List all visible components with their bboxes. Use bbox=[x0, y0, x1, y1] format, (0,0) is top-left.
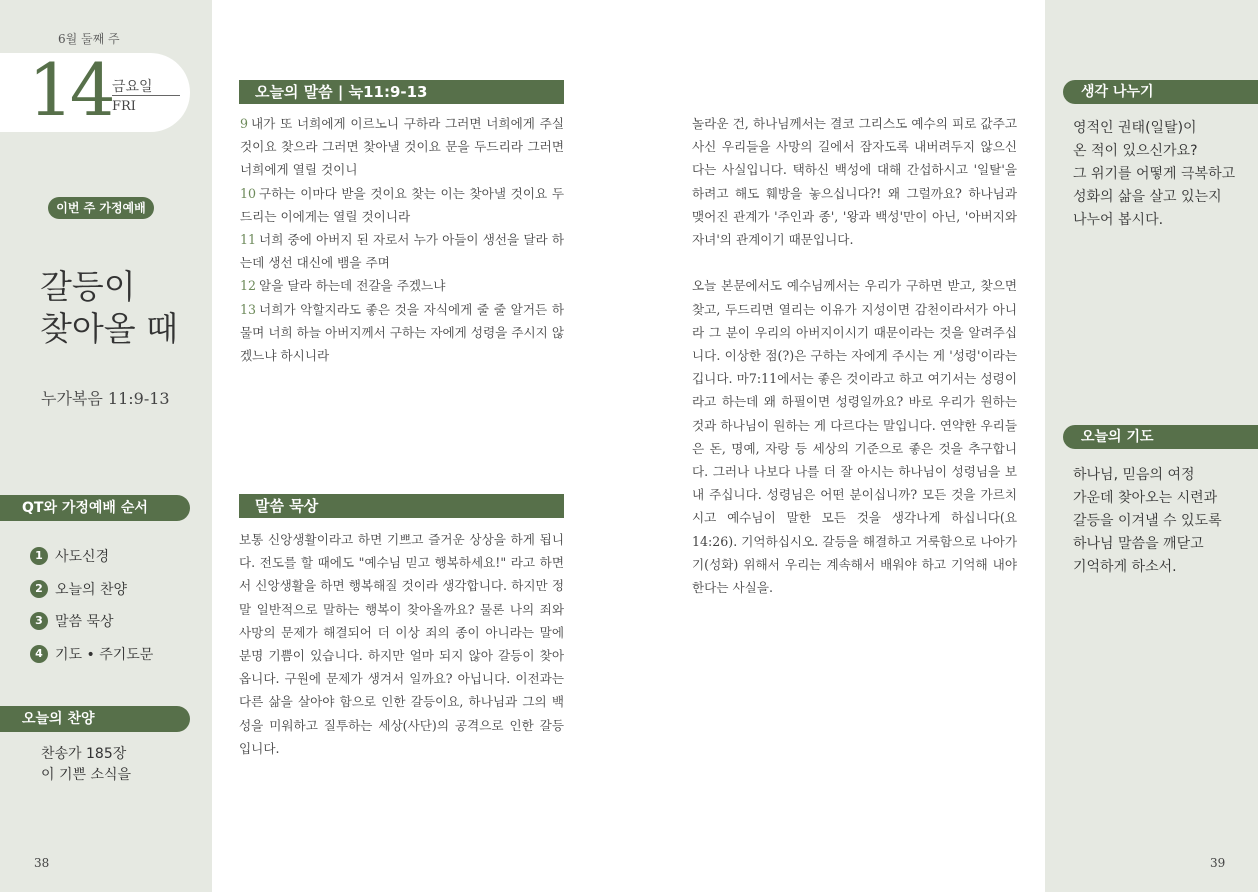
verse-12 bbox=[240, 278, 445, 293]
meditation-paragraph-1: 놀라운 건, 하나님께서는 결코 그리스도 예수의 피로 값주고 사신 우리들을 사망의 길에서 잠자도록 내버려두지 않으신다는 사실입니다. 택하신 백성에 대해 간섭하시고 '일탈'을 하려고 해도 훼방을 놓으십니다?! 왜 그럴까요? 하나님과 맺어진 관계가 '주인과 종', '왕과 백성'만이 아닌, '아버지와 자녀'의 관계이기 때문입니다. bbox=[692, 116, 1017, 248]
verse-number: 12 bbox=[240, 278, 257, 294]
todays-prayer-text bbox=[1073, 464, 1222, 579]
verse-number: 13 bbox=[240, 301, 257, 317]
prayer-line: 하나님 말씀을 깨닫고 bbox=[1073, 536, 1204, 552]
todays-prayer-title: 오늘의 기도 bbox=[1063, 425, 1258, 449]
prayer-line: 하나님, 믿음의 여정 bbox=[1073, 467, 1195, 483]
think-line: 그 위기를 어떻게 극복하고 bbox=[1073, 166, 1236, 182]
meditation-continued bbox=[692, 112, 1017, 622]
sharing-thoughts-title: 생각 나누기 bbox=[1063, 80, 1258, 104]
scripture-verses bbox=[240, 112, 564, 367]
passage-reference: 누가복음 11:9-13 bbox=[41, 389, 170, 408]
verse-text: 알을 달라 하는데 전갈을 주겠느냐 bbox=[259, 278, 446, 294]
number-circle-icon: 3 bbox=[30, 612, 48, 630]
verse-9 bbox=[240, 116, 564, 177]
title-line-2: 찾아올 때 bbox=[40, 309, 179, 348]
todays-word-header: 오늘의 말씀 | 눅11:9-13 bbox=[239, 80, 564, 104]
think-line: 영적인 권태(일탈)이 bbox=[1073, 120, 1197, 136]
order-item-3 bbox=[30, 605, 153, 638]
weekly-worship-badge: 이번 주 가정예배 bbox=[48, 197, 154, 219]
verse-text: 너희가 악할지라도 좋은 것을 자식에게 줄 줄 알거든 하물며 너희 하늘 아버지께서 구하는 자에게 성령을 주시지 않겠느냐 하시니라 bbox=[240, 301, 564, 364]
verse-11 bbox=[240, 232, 564, 270]
meditation-header: 말씀 묵상 bbox=[239, 494, 564, 518]
prayer-line: 가운데 찾아오는 시련과 bbox=[1073, 490, 1218, 506]
verse-text: 너희 중에 아버지 된 자로서 누가 아들이 생선을 달라 하는데 생선 대신에 뱀을 주며 bbox=[240, 232, 564, 271]
prayer-line: 기억하게 하소서. bbox=[1073, 559, 1177, 575]
weekday-korean: 금요일 bbox=[112, 79, 153, 95]
order-item-label: 기도 • 주기도문 bbox=[55, 646, 154, 663]
order-item-label: 오늘의 찬양 bbox=[55, 581, 128, 598]
order-item-label: 말씀 묵상 bbox=[55, 614, 114, 631]
verse-13 bbox=[240, 302, 564, 363]
order-item-2 bbox=[30, 573, 153, 606]
meditation-text: 보통 신앙생활이라고 하면 기쁘고 즐거운 상상을 하게 됩니다. 전도를 할 때에도 "예수님 믿고 행복하세요!" 라고 하면서 신앙생활을 하면 행복해질 것이라 생각합니다. 하지만 정말 일반적으로 말하는 행복이 찾아올까요? 물론 나의 죄와 사망의 문제가 해결되어 더 이상 죄의 종이 아니라는 말에 분명 기쁨이 있습니다. 하지만 얼마 되지 않아 갈등이 찾아 옵니다. 구원에 문제가 생겨서 일까요? 아닙니다. 이전과는 다른 삶을 살아야 함으로 인한 갈등이요, 하나님과 그의 백성을 미워하고 질투하는 세상(사단)의 공격으로 인한 갈등입니다. bbox=[239, 532, 564, 756]
verse-number: 9 bbox=[240, 116, 249, 131]
order-item-1 bbox=[30, 540, 153, 573]
verse-number: 10 bbox=[240, 185, 257, 201]
think-line: 나누어 봅시다. bbox=[1073, 212, 1164, 228]
week-label: 6월 둘째 주 bbox=[58, 32, 120, 46]
verse-10 bbox=[240, 186, 564, 224]
number-circle-icon: 4 bbox=[30, 645, 48, 663]
page-number-left: 38 bbox=[34, 856, 50, 870]
number-circle-icon: 2 bbox=[30, 580, 48, 598]
order-item-4 bbox=[30, 638, 153, 671]
prayer-line: 갈등을 이겨낼 수 있도록 bbox=[1073, 513, 1222, 529]
page-number-right: 39 bbox=[1210, 856, 1226, 870]
date-divider bbox=[112, 95, 180, 96]
sharing-thoughts-text bbox=[1073, 117, 1235, 232]
verse-number: 11 bbox=[240, 232, 257, 248]
title-line-1: 갈등이 bbox=[40, 267, 136, 306]
think-line: 온 적이 있으신가요? bbox=[1073, 143, 1198, 159]
weekday-english: FRI bbox=[112, 99, 136, 114]
page-title bbox=[40, 266, 178, 350]
verse-text: 내가 또 너희에게 이르노니 구하라 그러면 너희에게 주실 것이요 찾으라 그러면 찾아낼 것이요 문을 두드리라 그러면 너희에게 열릴 것이니 bbox=[240, 116, 564, 178]
meditation-paragraph-2: 오늘 본문에서도 예수님께서는 우리가 구하면 받고, 찾으면 찾고, 두드리면 열리는 이유가 지성이면 감천이라서가 아니라 그 분이 우리의 아버지이시기 때문이라는 것을 알려주십니다. 이상한 점(?)은 구하는 자에게 주시는 게 '성령'이라는 깁니다. 마7:11에서는 좋은 것이라고 하고 여기서는 성령이라고 하는데 왜 하필이면 성령일까요? 바로 우리가 원하는 것과 하나님이 원하는 게 다르다는 말입니다. 연약한 우리들은 돈, 명예, 자랑 등 세상의 기준으로 좋은 것을 추구합니다. 그러나 나보다 나를 더 잘 아시는 하나님이 성령님을 보내 주십니다. 성령님은 어떤 분이십니까? 모든 것을 가르치시고 예수님이 말한 모든 것을 생각나게 하십니다(요14:26). 기억하십시오. 갈등을 해결하고 거룩함으로 나아가기(성화) 위해서 우리는 계속해서 배워야 하고 기억해 내야 한다는 사실을. bbox=[692, 278, 1017, 596]
hymn-number: 찬송가 185장 bbox=[41, 746, 127, 762]
think-line: 성화의 삶을 살고 있는지 bbox=[1073, 189, 1222, 205]
hymn-info bbox=[41, 744, 131, 786]
order-list bbox=[30, 540, 153, 670]
day-number: 14 bbox=[28, 48, 112, 132]
hymn-name: 이 기쁜 소식을 bbox=[41, 767, 132, 783]
verse-text: 구하는 이마다 받을 것이요 찾는 이는 찾아낼 것이요 두드리는 이에게는 열릴 것이니라 bbox=[240, 185, 564, 224]
hymn-section-title: 오늘의 찬양 bbox=[0, 706, 190, 732]
number-circle-icon: 1 bbox=[30, 547, 48, 565]
order-section-title: QT와 가정예배 순서 bbox=[0, 495, 190, 521]
order-item-label: 사도신경 bbox=[55, 549, 110, 566]
